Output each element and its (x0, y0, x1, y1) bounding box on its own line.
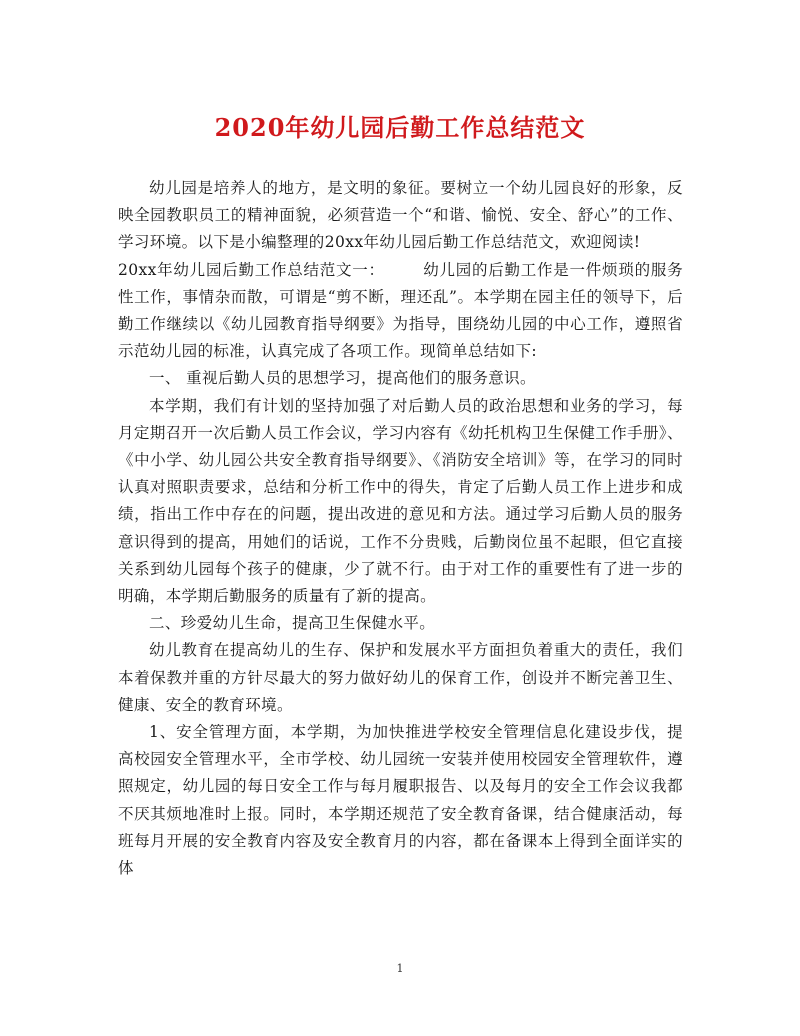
sample-one-text: 幼儿园的后勤工作是一件烦琐的服务性工作，事情杂而散，可谓是“剪不断，理还乱”。本学期在园主任的领导下，后勤工作继续以《幼儿园教育指导纲要》为指导，围绕幼儿园的中心工作，遵照省示范幼儿园的标准，认真完成了各项工作。现简单总结如下: (118, 260, 683, 361)
paragraph-sample-one (118, 257, 683, 366)
paragraph-care: 幼儿教育在提高幼儿的生存、保护和发展水平方面担负着重大的责任，我们本着保教并重的方针尽最大的努力做好幼儿的保育工作，创设并不断完善卫生、健康、安全的教育环境。 (118, 641, 683, 714)
paragraph-safety: 1、安全管理方面，本学期，为加快推进学校安全管理信息化建设步伐，提高校园安全管理水平，全市学校、幼儿园统一安装并使用校园安全管理软件，遵照规定，幼儿园的每日安全工作与每月履职报告、以及每月的安全工作会议我都不厌其烦地准时上报。同时，本学期还规范了安全教育备课，结合健康活动，每班每月开展的安全教育内容及安全教育月的内容，都在备课本上得到全面详实的体 (118, 723, 683, 878)
sample-one-heading: 20xx年幼儿园后勤工作总结范文一： (118, 260, 385, 279)
page-number: 1 (396, 962, 404, 975)
section-heading-one: 一、 重视后勤人员的思想学习，提高他们的服务意识。 (149, 369, 536, 388)
document-title: 2020年幼儿园后勤工作总结范文 (214, 113, 586, 142)
paragraph-study: 本学期，我们有计划的坚持加强了对后勤人员的政治思想和业务的学习，每月定期召开一次后勤人员工作会议，学习内容有《幼托机构卫生保健工作手册》、《中小学、幼儿园公共安全教育指导纲要》、《消防安全培训》等，在学习的同时认真对照职责要求，总结和分析工作中的得失，肯定了后勤人员工作上进步和成绩，指出工作中存在的问题，提出改进的意见和方法。通过学习后勤人员的服务意识得到的提高，用她们的话说，工作不分贵贱，后勤岗位虽不起眼，但它直接关系到幼儿园每个孩子的健康，少了就不行。由于对工作的重要性有了进一步的明确，本学期后勤服务的质量有了新的提高。 (118, 396, 683, 606)
section-heading-two: 二、珍爱幼儿生命，提高卫生保健水平。 (149, 614, 436, 633)
paragraph-intro: 幼儿园是培养人的地方，是文明的象征。要树立一个幼儿园良好的形象，反映全园教职员工的精神面貌，必须营造一个“和谐、愉悦、安全、舒心”的工作、学习环境。以下是小编整理的20xx年幼儿园后勤工作总结范文，欢迎阅读! (118, 179, 683, 252)
document-body (118, 175, 683, 882)
